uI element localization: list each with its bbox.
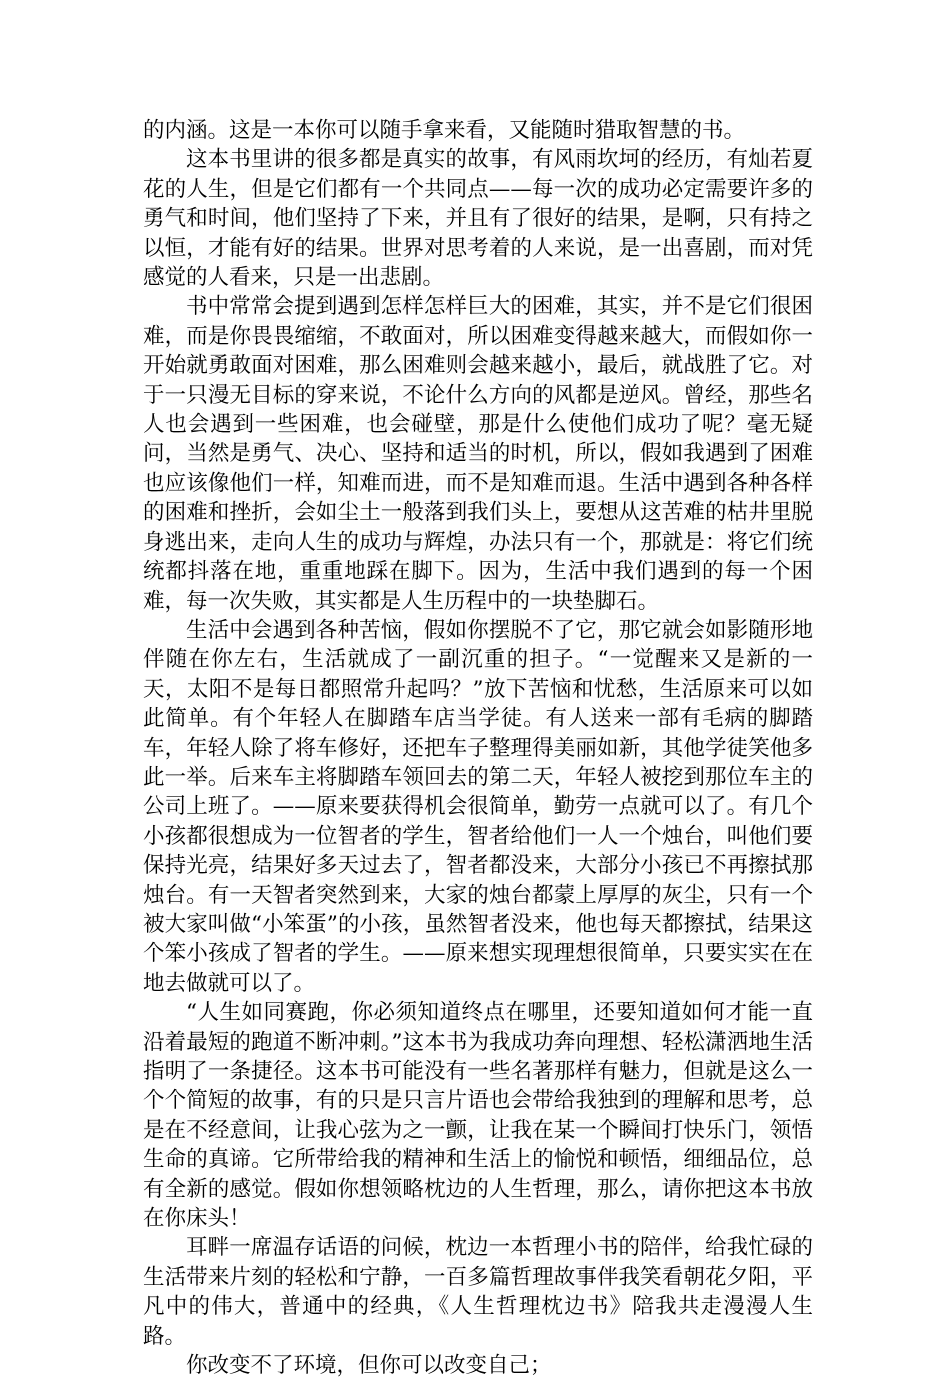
paragraph-4: 生活中会遇到各种苦恼，假如你摆脱不了它，那它就会如影随形地伴随在你左右，生活就成了一副沉重的担子。“一觉醒来又是新的一天，太阳不是每日都照常升起吗？”放下苦恼和忧愁，生活原来可以如此简单。有个年轻人在脚踏车店当学徒。有人送来一部有毛病的脚踏车，年轻人除了将车修好，还把车子整理得美丽如新，其他学徒笑他多此一举。后来车主将脚踏车领回去的第二天，年轻人被挖到那位车主的公司上班了。——原来要获得机会很简单，勤劳一点就可以了。有几个小孩都很想成为一位智者的学生，智者给他们一人一个烛台，叫他们要保持光亮，结果好多天过去了，智者都没来，大部分小孩已不再擦拭那烛台。有一天智者突然到来，大家的烛台都蒙上厚厚的灰尘，只有一个被大家叫做“小笨蛋”的小孩，虽然智者没来，他也每天都擦拭，结果这个笨小孩成了智者的学生。——原来想实现理想很简单，只要实实在在地去做就可以了。 (143, 617, 813, 996)
paragraph-1: 的内涵。这是一本你可以随手拿来看，又能随时猎取智慧的书。 (143, 118, 746, 143)
paragraph-3: 书中常常会提到遇到怎样怎样巨大的困难，其实，并不是它们很困难，而是你畏畏缩缩，不敢面对，所以困难变得越来越大，而假如你一开始就勇敢面对困难，那么困难则会越来越小，最后，就战胜了它。对于一只漫无目标的穿来说，不论什么方向的风都是逆风。曾经，那些名人也会遇到一些困难，也会碰壁，那是什么使他们成功了呢？毫无疑问，当然是勇气、决心、坚持和适当的时机，所以，假如我遇到了困难也应该像他们一样，知难而进，而不是知难而退。生活中遇到各种各样的困难和挫折，会如尘土一般落到我们头上，要想从这苦难的枯井里脱身逃出来，走向人生的成功与辉煌，办法只有一个，那就是：将它们统统都抖落在地，重重地踩在脚下。因为，生活中我们遇到的每一个困难，每一次失败，其实都是人生历程中的一块垫脚石。 (143, 294, 813, 614)
paragraph-2: 这本书里讲的很多都是真实的故事，有风雨坎坷的经历，有灿若夏花的人生，但是它们都有一个共同点——每一次的成功必定需要许多的勇气和时间，他们坚持了下来，并且有了很好的结果，是啊，只有持之以恒，才能有好的结果。世界对思考着的人来说，是一出喜剧，而对凭感觉的人看来，只是一出悲剧。 (143, 147, 813, 291)
document-body (143, 116, 813, 1380)
paragraph-5: “人生如同赛跑，你必须知道终点在哪里，还要知道如何才能一直沿着最短的跑道不断冲刺。”这本书为我成功奔向理想、轻松潇洒地生活指明了一条捷径。这本书可能没有一些名著那样有魅力，但就是这么一个个简短的故事，有的只是只言片语也会带给我独到的理解和思考，总是在不经意间，让我心弦为之一颤，让我在某一个瞬间打快乐门，领悟生命的真谛。它所带给我的精神和生活上的愉悦和顿悟，细细品位，总有全新的感觉。假如你想领略枕边的人生哲理，那么，请你把这本书放在你床头！ (143, 1000, 813, 1232)
paragraph-6: 耳畔一席温存话语的问候，枕边一本哲理小书的陪伴，给我忙碌的生活带来片刻的轻松和宁静，一百多篇哲理故事伴我笑看朝花夕阳，平凡中的伟大，普通中的经典，《人生哲理枕边书》陪我共走漫漫人生路。 (143, 1235, 813, 1349)
paragraph-7: 你改变不了环境，但你可以改变自己； (186, 1353, 552, 1379)
